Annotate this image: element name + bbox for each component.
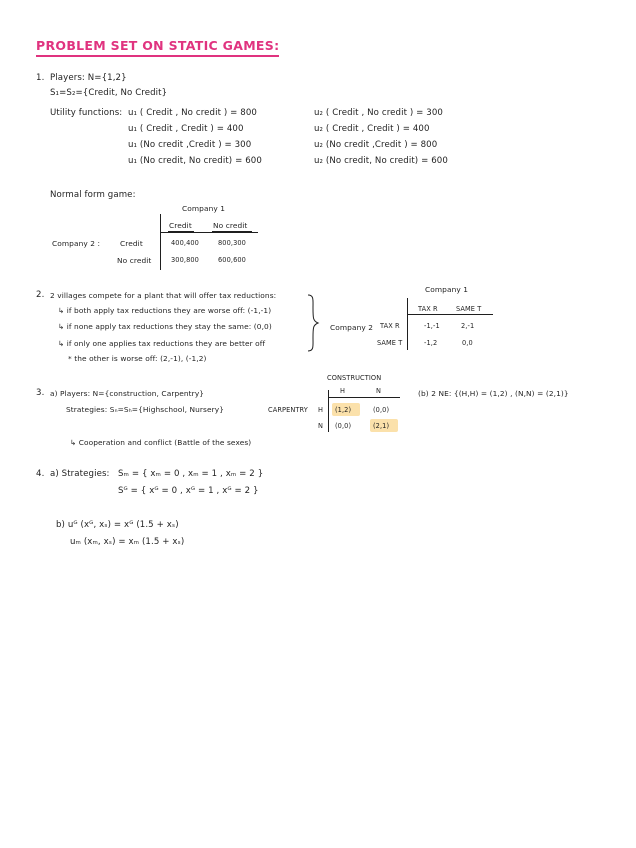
q3-number: 3.: [36, 388, 45, 398]
q2-line: ↳ if only one applies tax reductions they are better off: [58, 339, 266, 348]
q2-line: * the other is worse off: (2,-1), (-1,2): [68, 354, 207, 363]
q2-matrix-hline: [407, 314, 493, 315]
q1-u1-line: u₁ ( Credit , No credit ) = 800: [128, 108, 257, 118]
q1-players: Players: N={1,2}: [50, 73, 127, 83]
q2-col-player: Company 1: [425, 285, 469, 294]
q1-number: 1.: [36, 73, 45, 83]
q2-number: 2.: [36, 290, 45, 300]
q3-players: a) Players: N={construction, Carpentry}: [50, 389, 205, 398]
q1-row-header: Credit: [120, 239, 143, 248]
q4-b-line: uₘ (xₘ, xₛ) = xₘ (1.5 + xₛ): [70, 537, 185, 547]
q3-col-player: CONSTRUCTION: [327, 374, 382, 382]
q1-row-player: Company 2 :: [52, 239, 101, 248]
q2-line: ↳ if both apply tax reductions they are worse off: (-1,-1): [58, 306, 272, 315]
q3-matrix-vline: [328, 390, 329, 432]
q1-u2-line: u₂ (No credit, No credit) = 600: [314, 156, 448, 166]
q1-u1-line: u₁ ( Credit , Credit ) = 400: [128, 124, 244, 134]
q1-utility-label: Utility functions:: [50, 108, 123, 118]
q3-row-header: N: [318, 422, 324, 430]
q3-strategies: Strategies: Sₙ=Sₕ={Highschool, Nursery}: [66, 405, 225, 414]
q3-payoff-cell: (0,0): [335, 422, 352, 430]
q1-col-player: Company 1: [182, 204, 226, 213]
q2-col-header: SAME T: [456, 305, 482, 313]
q2-payoff-cell: -1,2: [424, 339, 438, 347]
q2-payoff-cell: 2,-1: [461, 322, 475, 330]
q1-matrix-vline: [160, 214, 161, 270]
q2-col-header: TAX R: [418, 305, 438, 313]
q3-payoff-cell: (1,2): [335, 406, 352, 414]
q1-row-header: No credit: [117, 256, 152, 265]
q4-a-sm: Sₘ = { xₘ = 0 , xₘ = 1 , xₘ = 2 }: [118, 469, 264, 479]
q1-u2-line: u₂ ( Credit , Credit ) = 400: [314, 124, 430, 134]
q3-note: ↳ Cooperation and conflict (Battle of the sexes): [70, 438, 252, 447]
q3-col-header: H: [340, 387, 346, 395]
q1-col-header: No credit: [213, 221, 248, 230]
q2-payoff-cell: 0,0: [462, 339, 473, 347]
q2-line: 2 villages compete for a plant that will offer tax reductions:: [50, 291, 277, 300]
q2-matrix-vline: [407, 298, 408, 350]
q1-payoff-cell: 800,300: [218, 239, 246, 247]
q1-payoff-cell: 400,400: [171, 239, 199, 247]
q1-payoff-cell: 300,800: [171, 256, 199, 264]
q1-matrix-hline: [160, 232, 258, 233]
q2-row-player: Company 2: [330, 323, 374, 332]
q3-payoff-cell: (0,0): [373, 406, 390, 414]
q4-number: 4.: [36, 469, 45, 479]
q2-payoff-cell: -1,-1: [424, 322, 440, 330]
curly-brace-icon: [306, 294, 320, 352]
q1-u2-line: u₂ ( Credit , No credit ) = 300: [314, 108, 443, 118]
q2-line: ↳ if none apply tax reductions they stay the same: (0,0): [58, 322, 272, 331]
q1-u1-line: u₁ (No credit, No credit) = 600: [128, 156, 262, 166]
q1-u2-line: u₂ (No credit ,Credit ) = 800: [314, 140, 438, 150]
q1-payoff-cell: 600,600: [218, 256, 246, 264]
q4-a-sg: Sᴳ = { xᴳ = 0 , xᴳ = 1 , xᴳ = 2 }: [118, 486, 259, 496]
q3-col-header: N: [376, 387, 382, 395]
q1-col-header: Credit: [169, 221, 192, 230]
q4-b-line: b) uᴳ (xᴳ, xₛ) = xᴳ (1.5 + xₛ): [56, 520, 179, 530]
q3-row-header: H: [318, 406, 324, 414]
q1-strategies: S₁=S₂={Credit, No Credit}: [50, 88, 168, 98]
q3-answer-b: (b) 2 NE: {(H,H) = (1,2) , (N,N) = (2,1)}: [418, 389, 569, 398]
q3-row-player: CARPENTRY: [268, 406, 308, 414]
q4-a-label: a) Strategies:: [50, 469, 110, 479]
q1-u1-line: u₁ (No credit ,Credit ) = 300: [128, 140, 252, 150]
q1-normal-form-label: Normal form game:: [50, 190, 136, 200]
q2-row-header: TAX R: [380, 322, 400, 330]
page-title: PROBLEM SET ON STATIC GAMES:: [36, 38, 279, 57]
q3-payoff-cell: (2,1): [373, 422, 390, 430]
q3-matrix-hline: [328, 397, 400, 398]
q2-row-header: SAME T: [377, 339, 403, 347]
